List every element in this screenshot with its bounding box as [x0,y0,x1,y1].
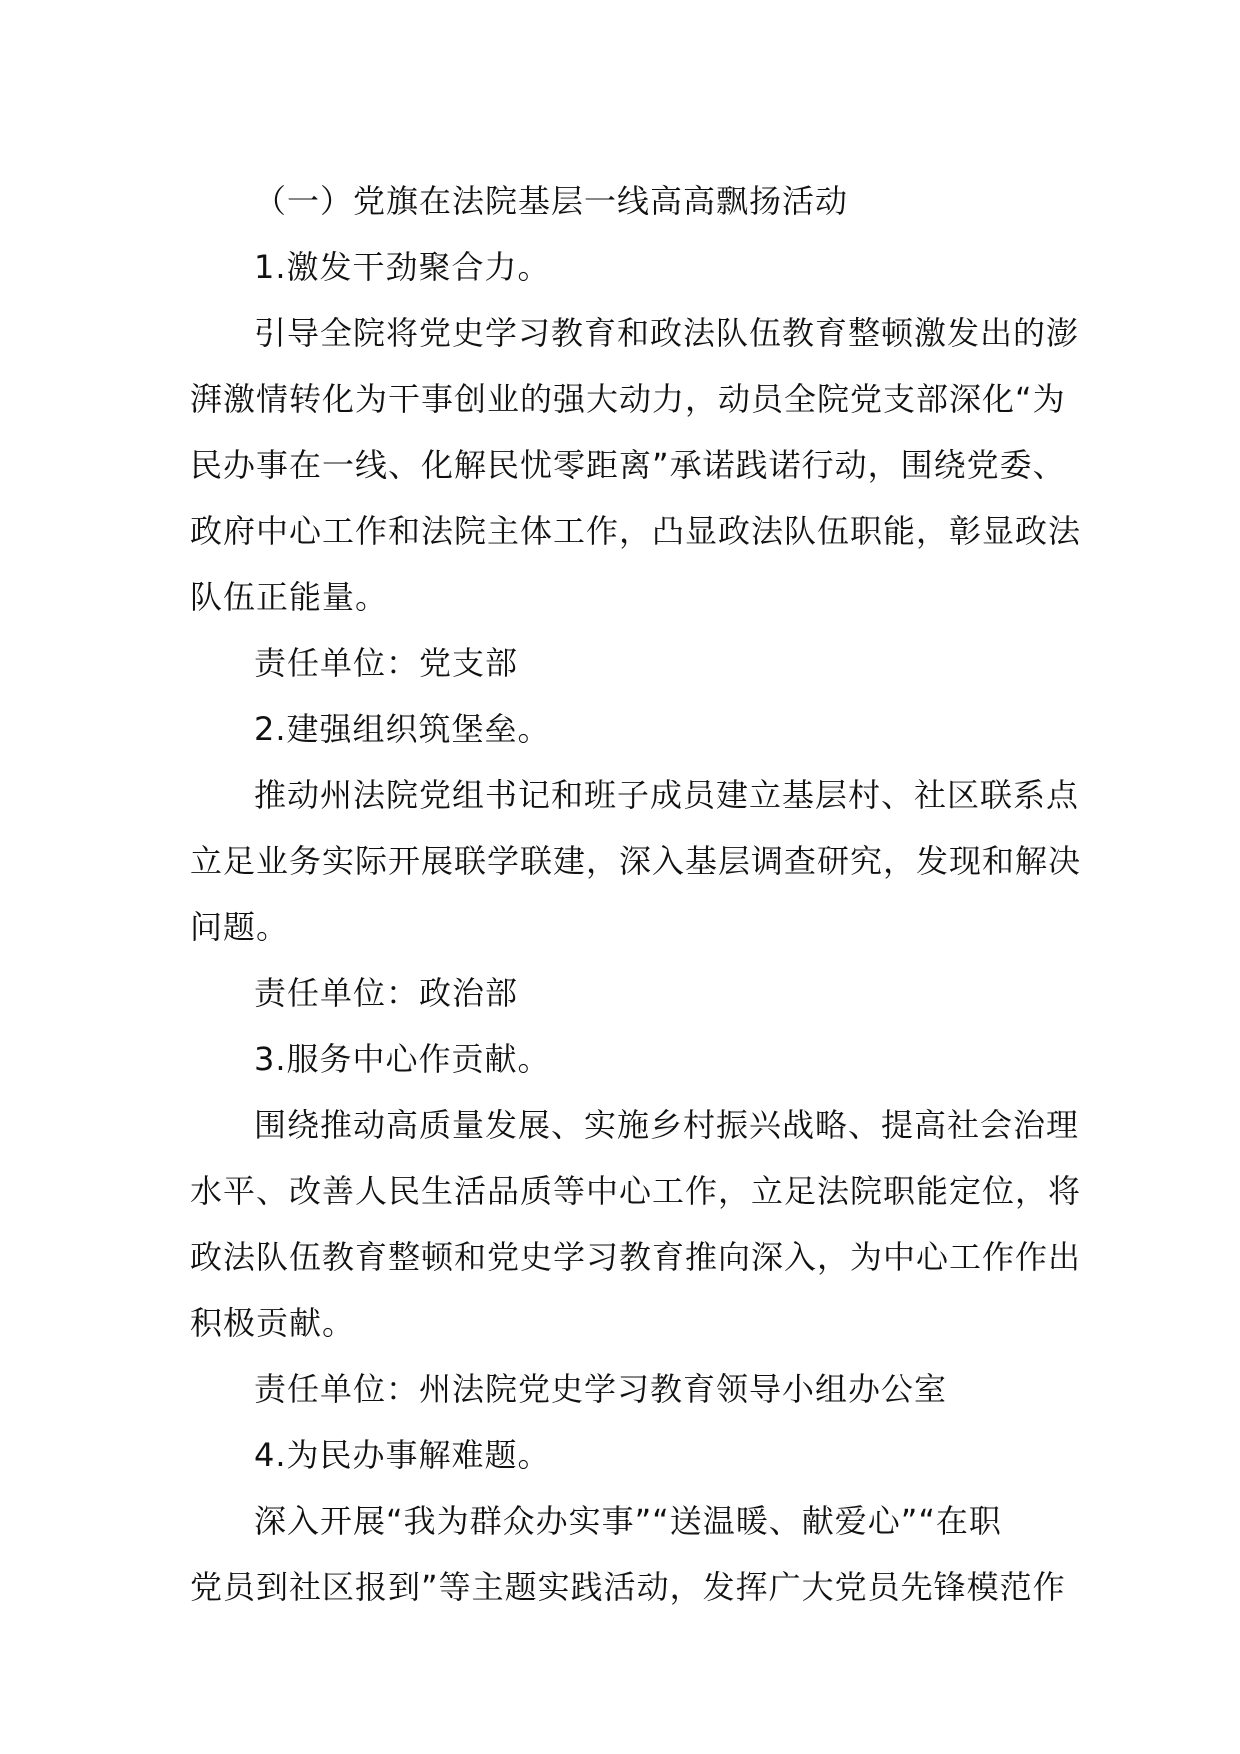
item-3-responsible: 责任单位：州法院党史学习教育领导小组办公室 [254,1370,948,1408]
section-heading: （一）党旗在法院基层一线高高飘扬活动 [254,182,849,220]
item-1-body-line-4: 政府中心工作和法院主体工作，凸显政法队伍职能，彰显政法 [190,512,1082,550]
item-3-title: 3.服务中心作贡献。 [254,1040,551,1078]
item-4-title: 4.为民办事解难题。 [254,1436,551,1474]
item-2-body-line-3: 问题。 [190,908,290,946]
item-4-body-line-2: 党员到社区报到”等主题实践活动，发挥广大党员先锋模范作 [190,1568,1066,1606]
document-page [190,168,1082,1620]
item-3-body-line-4: 积极贡献。 [190,1304,356,1342]
item-2-responsible: 责任单位：政治部 [254,974,519,1012]
item-2-body-line-2: 立足业务实际开展联学联建，深入基层调查研究，发现和解决 [190,842,1082,880]
item-2-title: 2.建强组织筑堡垒。 [254,710,551,748]
item-2-body-line-1: 推动州法院党组书记和班子成员建立基层村、社区联系点 [254,776,1080,814]
item-1-body-line-1: 引导全院将党史学习教育和政法队伍教育整顿激发出的澎 [254,314,1080,352]
item-1-body-line-5: 队伍正能量。 [190,578,389,616]
item-1-title: 1.激发干劲聚合力。 [254,248,551,286]
item-3-body-line-1: 围绕推动高质量发展、实施乡村振兴战略、提高社会治理 [254,1106,1080,1144]
item-1-body-line-2: 湃激情转化为干事创业的强大动力，动员全院党支部深化“为 [190,380,1066,418]
item-4-body-line-1: 深入开展“我为群众办实事”“送温暖、献爱心”“在职 [254,1502,1002,1540]
item-3-body-line-3: 政法队伍教育整顿和党史学习教育推向深入，为中心工作作出 [190,1238,1082,1276]
item-1-responsible: 责任单位：党支部 [254,644,519,682]
item-3-body-line-2: 水平、改善人民生活品质等中心工作，立足法院职能定位，将 [190,1172,1082,1210]
item-1-body-line-3: 民办事在一线、化解民忧零距离”承诺践诺行动，围绕党委、 [190,446,1066,484]
